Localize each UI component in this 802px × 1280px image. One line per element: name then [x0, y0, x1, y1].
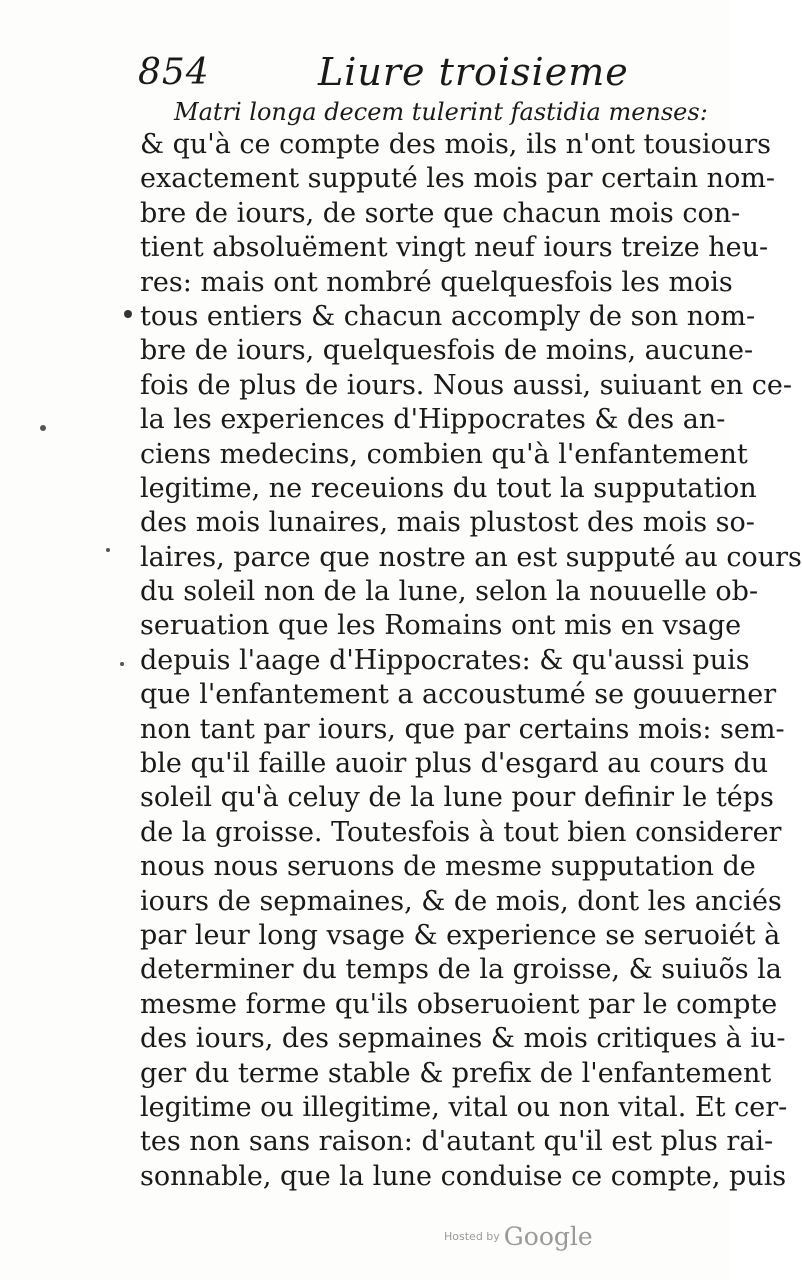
text-line: non tant par iours, que par certains mois: sem- [140, 713, 785, 745]
text-line: mesme forme qu'ils obseruoient par le compte [140, 988, 778, 1020]
text-line: determiner du temps de la groisse, & suiuõs la [140, 954, 782, 986]
text-line: des iours, des sepmaines & mois critiques à iu- [140, 1023, 786, 1055]
margin-mark [124, 310, 132, 318]
running-head: Liure troisieme [318, 50, 629, 94]
stray-mark [120, 662, 124, 666]
stray-mark [40, 425, 46, 431]
page-number: 854 [138, 52, 210, 93]
text-line: de la groisse. Toutesfois à tout bien considerer [140, 816, 782, 848]
text-line: & qu'à ce compte des mois, ils n'ont tousiours [140, 129, 771, 160]
text-line: ble qu'il faille auoir plus d'esgard au cours du [140, 748, 769, 780]
text-line: soleil qu'à celuy de la lune pour definir le téps [140, 782, 774, 814]
text-line: depuis l'aage d'Hippocrates: & qu'aussi puis [140, 644, 750, 676]
text-line: tes non sans raison: d'autant qu'il est plus rai- [140, 1126, 774, 1158]
text-line: fois de plus de iours. Nous aussi, suiuant en ce- [140, 369, 793, 401]
text-line: bre de iours, quelquesfois de moins, aucune- [140, 335, 754, 367]
text-line: exactement supputé les mois par certain nom- [140, 163, 776, 195]
text-line: la les experiences d'Hippocrates & des an- [140, 404, 726, 436]
text-line: tient absoluëment vingt neuf iours treize heu- [140, 232, 769, 264]
text-line: sonnable, que la lune conduise ce compte, puis [140, 1160, 787, 1192]
text-line: ciens medecins, combien qu'à l'enfantement [140, 438, 748, 470]
text-line: du soleil non de la lune, selon la nouuelle ob- [140, 576, 759, 608]
text-line: legitime ou illegitime, vital ou non vital. Et cer- [140, 1091, 788, 1123]
stray-mark [106, 548, 110, 552]
text-line: seruation que les Romains ont mis en vsage [140, 610, 742, 642]
text-line: bre de iours, de sorte que chacun mois con- [140, 197, 741, 229]
text-line: tous entiers & chacun accomply de son nom- [140, 300, 756, 332]
text-line: legitime, ne receuions du tout la supputation [140, 472, 757, 504]
text-line: iours de sepmaines, & de mois, dont les anciés [140, 885, 782, 917]
hosted-by-google-watermark [444, 1222, 593, 1251]
text-line: par leur long vsage & experience se seruoiét à [140, 919, 781, 951]
text-line: laires, parce que nostre an est supputé au cours [140, 541, 802, 573]
latin-verse-line: Matri longa decem tulerint fastidia menses: [174, 98, 708, 126]
watermark-prefix: Hosted by [444, 1230, 500, 1243]
body-text [140, 128, 802, 1194]
text-line: des mois lunaires, mais plustost des mois so- [140, 507, 755, 539]
text-line: nous nous seruons de mesme supputation de [140, 851, 756, 883]
text-line: res: mais ont nombré quelquesfois les mois [140, 266, 733, 298]
text-line: ger du terme stable & prefix de l'enfantement [140, 1057, 772, 1089]
text-line: que l'enfantement a accoustumé se gouuerner [140, 679, 777, 711]
watermark-brand: Google [503, 1222, 593, 1251]
